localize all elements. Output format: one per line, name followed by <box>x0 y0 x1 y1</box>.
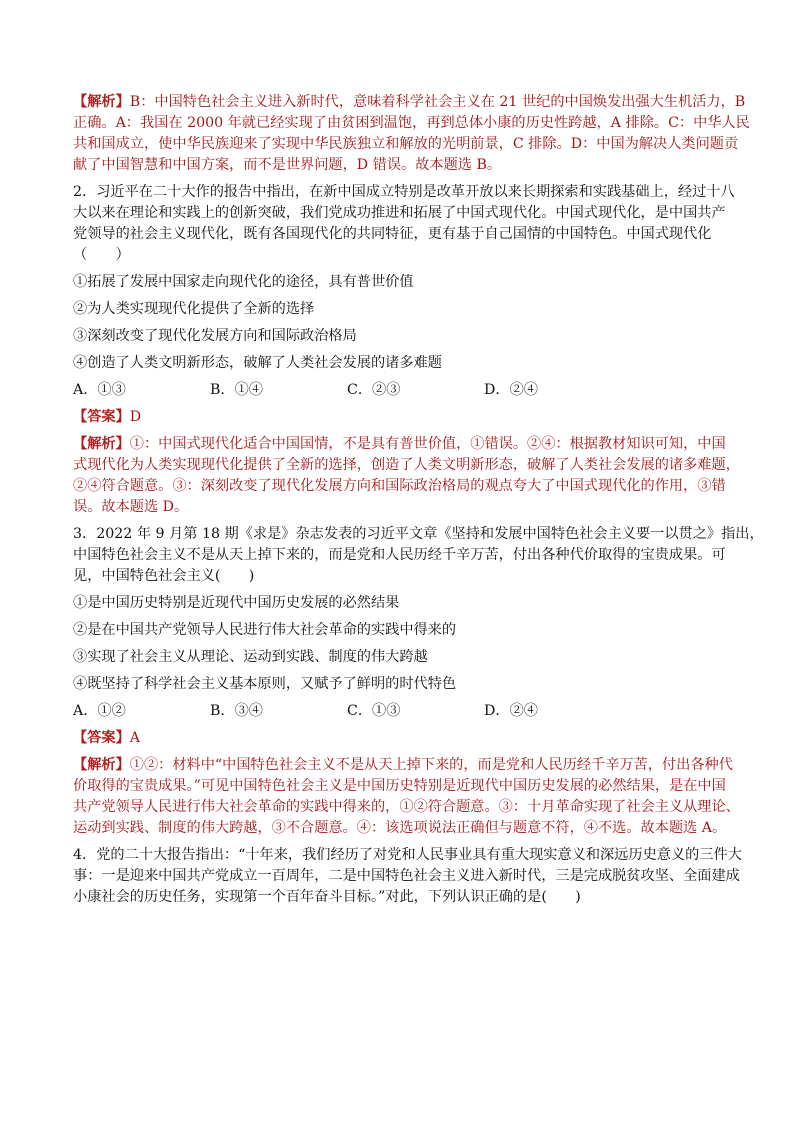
q1-analysis-line-2: 正确。A：我国在 2000 年就已经实现了由贫困到温饱，再到总体小康的历史性跨越，A 排除。C：中华人民 <box>73 115 750 131</box>
q3-choices <box>73 701 725 722</box>
q3-choice-d: D．②④ <box>484 703 538 719</box>
q2-choice-b: B．①④ <box>210 382 263 398</box>
q2-analysis-line-4: 误。故本题选 D。 <box>73 499 189 515</box>
q3-stem <box>73 524 764 587</box>
q2-stem-line-4: （ ） <box>73 247 130 263</box>
analysis-tag: 【解析】 <box>73 757 130 773</box>
q2-choice-c: C．②③ <box>347 382 401 398</box>
q3-analysis-line-2: 价取得的宝贵成果。”可见中国特色社会主义是中国历史特别是近现代中国历史发展的必然结果，是在中国 <box>73 778 726 794</box>
q2-stem-line-1: 2．习近平在二十大作的报告中指出，在新中国成立特别是改革开放以来长期探索和实践基础上，经过十八 <box>73 184 735 200</box>
analysis-tag: 【解析】 <box>73 436 130 452</box>
q2-option-4: ④创造了人类文明新形态，破解了人类社会发展的诸多难题 <box>73 355 442 371</box>
q3-choice-c: C．①③ <box>347 703 401 719</box>
q2-analysis-line-1: ①：中国式现代化适合中国国情，不是具有普世价值，①错误。②④：根据教材知识可知，中国 <box>129 436 726 452</box>
q2-analysis-line-3: ②④符合题意。③：深刻改变了现代化发展方向和国际政治格局的观点夸大了中国式现代化的作用，③错 <box>73 478 726 494</box>
q3-stem-line-1: 3．2022 年 9 月第 18 期《求是》杂志发表的习近平文章《坚持和发展中国特色社会主义要一以贯之》指出， <box>73 526 764 542</box>
q3-option-4: ④既坚持了科学社会主义基本原则，又赋予了鲜明的时代特色 <box>73 676 457 692</box>
q1-analysis-line-4: 献了中国智慧和中国方案，而不是世界问题，D 错误。故本题选 B。 <box>73 157 502 173</box>
q2-choice-d: D．②④ <box>484 382 538 398</box>
q4-stem-line-2: 事：一是迎来中国共产党成立一百周年，二是中国特色社会主义进入新时代，三是完成脱贫攻坚、全面建成 <box>73 868 740 884</box>
q2-option-1: ①拓展了发展中国家走向现代化的途径，具有普世价值 <box>73 274 414 290</box>
q3-stem-line-3: 见，中国特色社会主义( ) <box>73 568 255 584</box>
q4-stem <box>73 845 742 908</box>
q3-option-2: ②是在中国共产党领导人民进行伟大社会革命的实践中得来的 <box>73 622 457 638</box>
q2-choice-a: A．①③ <box>73 382 126 398</box>
q2-option-2: ②为人类实现现代化提供了全新的选择 <box>73 301 315 317</box>
q4-stem-line-3: 小康社会的历史任务，实现第一个百年奋斗目标。”对此，下列认识正确的是( ) <box>73 889 581 905</box>
q3-stem-line-2: 中国特色社会主义不是从天上掉下来的，而是党和人民历经千辛万苦，付出各种代价取得的宝贵成果。可 <box>73 547 726 563</box>
q3-choice-b: B．③④ <box>210 703 263 719</box>
document-page <box>73 92 764 914</box>
q3-answer <box>73 728 725 749</box>
q3-option-3: ③实现了社会主义从理论、运动到实践、制度的伟大跨越 <box>73 649 428 665</box>
q3-analysis-line-4: 运动到实践、制度的伟大跨越，③不合题意。④：该选项说法正确但与题意不符，④不选。故本题选 A。 <box>73 820 727 836</box>
answer-tag: 【答案】 <box>73 409 130 425</box>
q3-choice-a: A．①② <box>73 703 126 719</box>
q4-stem-line-1: 4．党的二十大报告指出：“十年来，我们经历了对党和人民事业具有重大现实意义和深远历史意义的三件大 <box>73 847 742 863</box>
q2-option-3: ③深刻改变了现代化发展方向和国际政治格局 <box>73 328 357 344</box>
q2-choices <box>73 380 725 401</box>
q3-analysis <box>73 755 740 839</box>
q2-stem <box>73 182 735 266</box>
q3-analysis-line-3: 共产党领导人民进行伟大社会革命的实践中得来的，①②符合题意。③：十月革命实现了社会主义从理论、 <box>73 799 740 815</box>
q3-answer-value: A <box>129 730 141 746</box>
q2-stem-line-2: 大以来在理论和实践上的创新突破，我们党成功推进和拓展了中国式现代化。中国式现代化，是中国共产 <box>73 205 726 221</box>
answer-tag: 【答案】 <box>73 730 130 746</box>
q2-answer-value: D <box>129 409 142 425</box>
q2-answer <box>73 407 725 428</box>
q1-analysis <box>73 92 750 176</box>
q1-analysis-line-1: B：中国特色社会主义进入新时代，意味着科学社会主义在 21 世纪的中国焕发出强大生机活力，B <box>129 94 746 110</box>
q2-stem-line-3: 党领导的社会主义现代化，既有各国现代化的共同特征，更有基于自己国情的中国特色。中国式现代化 <box>73 226 712 242</box>
q2-analysis <box>73 434 740 518</box>
q3-analysis-line-1: ①②：材料中“中国特色社会主义不是从天上掉下来的，而是党和人民历经千辛万苦，付出各种代 <box>129 757 733 773</box>
q2-analysis-line-2: 式现代化为人类实现现代化提供了全新的选择，创造了人类文明新形态，破解了人类社会发展的诸多难题， <box>73 457 740 473</box>
q3-option-1: ①是中国历史特别是近现代中国历史发展的必然结果 <box>73 595 400 611</box>
analysis-tag: 【解析】 <box>73 94 130 110</box>
q1-analysis-line-3: 共和国成立，使中华民族迎来了实现中华民族独立和解放的光明前景，C 排除。D：中国为解决人类问题贡 <box>73 136 739 152</box>
